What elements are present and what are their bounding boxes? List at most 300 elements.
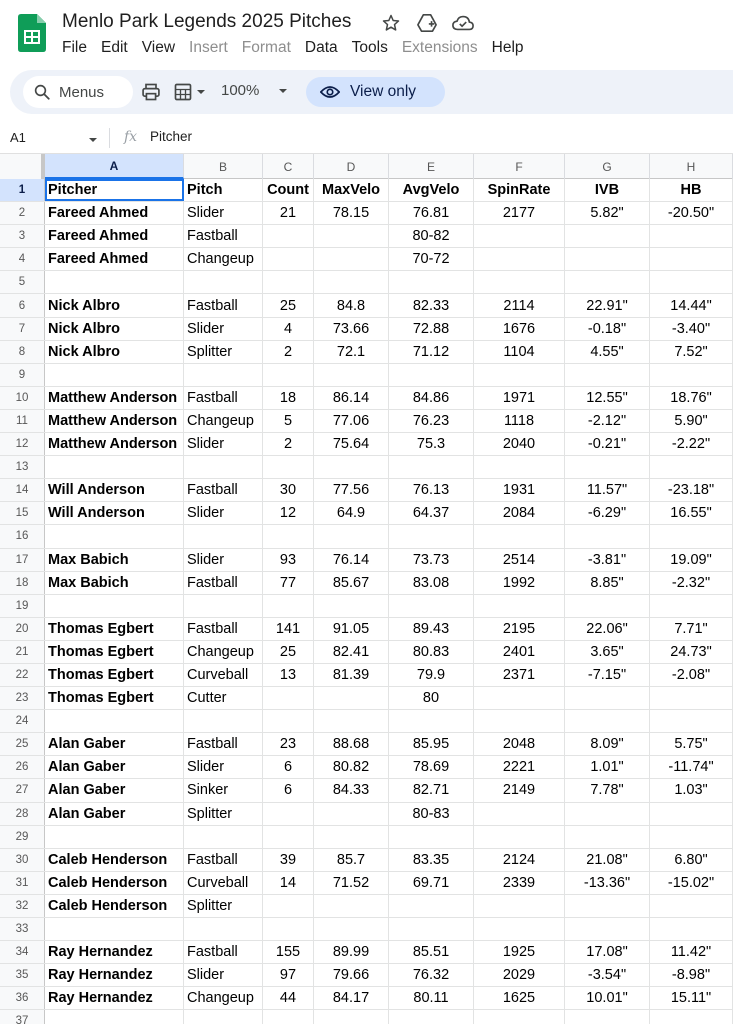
cell-hb[interactable] <box>650 225 733 247</box>
cell-pitcher[interactable]: Will Anderson <box>45 479 184 501</box>
cell-pitch[interactable]: Fastball <box>184 733 263 755</box>
cell-spinrate[interactable] <box>474 710 565 732</box>
cell-pitcher[interactable] <box>45 710 184 732</box>
cell-maxvelo[interactable] <box>314 803 389 825</box>
cell-pitch[interactable] <box>184 525 263 547</box>
row-number[interactable]: 3 <box>0 225 45 247</box>
cell-spinrate[interactable] <box>474 803 565 825</box>
column-header-g[interactable]: G <box>565 154 650 179</box>
cell-maxvelo[interactable] <box>314 687 389 709</box>
row-number[interactable]: 29 <box>0 826 45 848</box>
cell-pitch[interactable] <box>184 456 263 478</box>
cell-ivb[interactable]: 7.78" <box>565 779 650 801</box>
cell-avgvelo[interactable]: 89.43 <box>389 618 474 640</box>
cell-count[interactable] <box>263 271 314 293</box>
cell-pitch[interactable]: Fastball <box>184 941 263 963</box>
cell-avgvelo[interactable]: 76.23 <box>389 410 474 432</box>
cell-spinrate[interactable] <box>474 225 565 247</box>
column-header-b[interactable]: B <box>184 154 263 179</box>
cell-maxvelo[interactable]: 85.7 <box>314 849 389 871</box>
cell-avgvelo[interactable]: 83.08 <box>389 572 474 594</box>
cell-hb[interactable]: 14.44" <box>650 294 733 316</box>
cell-avgvelo[interactable]: AvgVelo <box>389 179 474 201</box>
cell-pitch[interactable] <box>184 710 263 732</box>
cell-pitch[interactable]: Changeup <box>184 641 263 663</box>
cell-pitch[interactable]: Cutter <box>184 687 263 709</box>
cell-count[interactable]: 77 <box>263 572 314 594</box>
row-number[interactable]: 25 <box>0 733 45 755</box>
cell-count[interactable] <box>263 364 314 386</box>
row-number[interactable]: 1 <box>0 179 45 201</box>
cell-avgvelo[interactable]: 71.12 <box>389 341 474 363</box>
cell-count[interactable] <box>263 525 314 547</box>
cell-hb[interactable]: 6.80" <box>650 849 733 871</box>
cell-pitcher[interactable]: Fareed Ahmed <box>45 225 184 247</box>
cell-count[interactable] <box>263 895 314 917</box>
cell-ivb[interactable]: -7.15" <box>565 664 650 686</box>
cell-spinrate[interactable] <box>474 525 565 547</box>
cell-spinrate[interactable] <box>474 456 565 478</box>
google-sheets-icon[interactable] <box>18 14 46 52</box>
cell-pitcher[interactable]: Max Babich <box>45 549 184 571</box>
cell-count[interactable]: 6 <box>263 779 314 801</box>
cell-spinrate[interactable]: 2401 <box>474 641 565 663</box>
cell-pitch[interactable]: Fastball <box>184 479 263 501</box>
cell-spinrate[interactable] <box>474 595 565 617</box>
cell-maxvelo[interactable]: 80.82 <box>314 756 389 778</box>
cell-ivb[interactable] <box>565 595 650 617</box>
row-number[interactable]: 34 <box>0 941 45 963</box>
cell-hb[interactable]: -11.74" <box>650 756 733 778</box>
column-header-a[interactable]: A <box>45 154 184 179</box>
cell-avgvelo[interactable] <box>389 895 474 917</box>
cell-maxvelo[interactable]: 64.9 <box>314 502 389 524</box>
cell-hb[interactable] <box>650 271 733 293</box>
cell-spinrate[interactable]: 1104 <box>474 341 565 363</box>
column-header-d[interactable]: D <box>314 154 389 179</box>
cell-ivb[interactable] <box>565 525 650 547</box>
row-number[interactable]: 15 <box>0 502 45 524</box>
cell-pitcher[interactable]: Matthew Anderson <box>45 410 184 432</box>
row-number[interactable]: 20 <box>0 618 45 640</box>
cell-maxvelo[interactable]: 81.39 <box>314 664 389 686</box>
cell-hb[interactable] <box>650 248 733 270</box>
cell-pitcher[interactable]: Matthew Anderson <box>45 387 184 409</box>
cell-maxvelo[interactable]: 71.52 <box>314 872 389 894</box>
row-number[interactable]: 17 <box>0 549 45 571</box>
cell-avgvelo[interactable]: 80 <box>389 687 474 709</box>
cell-ivb[interactable]: 10.01" <box>565 987 650 1009</box>
cell-pitch[interactable]: Slider <box>184 964 263 986</box>
cell-hb[interactable]: -3.40" <box>650 318 733 340</box>
cell-avgvelo[interactable]: 64.37 <box>389 502 474 524</box>
cell-pitcher[interactable] <box>45 525 184 547</box>
cell-pitcher[interactable] <box>45 271 184 293</box>
cell-spinrate[interactable]: 1992 <box>474 572 565 594</box>
cell-spinrate[interactable]: 2048 <box>474 733 565 755</box>
cell-avgvelo[interactable]: 84.86 <box>389 387 474 409</box>
cell-avgvelo[interactable] <box>389 826 474 848</box>
row-number[interactable]: 11 <box>0 410 45 432</box>
row-number[interactable]: 16 <box>0 525 45 547</box>
cell-count[interactable]: 23 <box>263 733 314 755</box>
cell-avgvelo[interactable]: 80.11 <box>389 987 474 1009</box>
row-number[interactable]: 33 <box>0 918 45 940</box>
cell-ivb[interactable]: -13.36" <box>565 872 650 894</box>
cell-ivb[interactable]: 4.55" <box>565 341 650 363</box>
cell-maxvelo[interactable] <box>314 895 389 917</box>
cell-hb[interactable] <box>650 525 733 547</box>
row-number[interactable]: 8 <box>0 341 45 363</box>
zoom-select[interactable]: 100% <box>221 82 260 99</box>
cell-count[interactable]: 2 <box>263 433 314 455</box>
cell-count[interactable]: 93 <box>263 549 314 571</box>
row-number[interactable]: 37 <box>0 1010 45 1024</box>
cell-ivb[interactable]: -0.18" <box>565 318 650 340</box>
cell-maxvelo[interactable]: 84.17 <box>314 987 389 1009</box>
cell-pitcher[interactable]: Alan Gaber <box>45 779 184 801</box>
cell-pitch[interactable]: Splitter <box>184 803 263 825</box>
cell-count[interactable]: 5 <box>263 410 314 432</box>
cell-maxvelo[interactable] <box>314 248 389 270</box>
cell-spinrate[interactable]: 2339 <box>474 872 565 894</box>
cell-count[interactable]: 155 <box>263 941 314 963</box>
cell-avgvelo[interactable] <box>389 1010 474 1024</box>
cell-hb[interactable] <box>650 364 733 386</box>
cell-ivb[interactable] <box>565 1010 650 1024</box>
cell-hb[interactable]: 19.09" <box>650 549 733 571</box>
cell-spinrate[interactable] <box>474 364 565 386</box>
search-menus-button[interactable] <box>23 76 133 108</box>
cell-pitcher[interactable]: Ray Hernandez <box>45 964 184 986</box>
cell-maxvelo[interactable]: 75.64 <box>314 433 389 455</box>
cell-maxvelo[interactable]: 84.8 <box>314 294 389 316</box>
row-number[interactable]: 26 <box>0 756 45 778</box>
cell-hb[interactable]: 11.42" <box>650 941 733 963</box>
cell-pitcher[interactable]: Alan Gaber <box>45 733 184 755</box>
cell-maxvelo[interactable] <box>314 364 389 386</box>
cell-avgvelo[interactable]: 79.9 <box>389 664 474 686</box>
cell-ivb[interactable]: -3.54" <box>565 964 650 986</box>
cell-ivb[interactable]: -2.12" <box>565 410 650 432</box>
row-number[interactable]: 19 <box>0 595 45 617</box>
cell-pitch[interactable]: Splitter <box>184 341 263 363</box>
cell-ivb[interactable]: -6.29" <box>565 502 650 524</box>
cell-maxvelo[interactable]: 86.14 <box>314 387 389 409</box>
view-only-button[interactable] <box>306 77 445 107</box>
row-number[interactable]: 36 <box>0 987 45 1009</box>
cell-hb[interactable]: -15.02" <box>650 872 733 894</box>
cell-avgvelo[interactable] <box>389 364 474 386</box>
cell-count[interactable]: 6 <box>263 756 314 778</box>
row-number[interactable]: 35 <box>0 964 45 986</box>
cell-pitcher[interactable] <box>45 1010 184 1024</box>
cell-ivb[interactable]: 22.06" <box>565 618 650 640</box>
cell-pitch[interactable]: Curveball <box>184 664 263 686</box>
cell-spinrate[interactable]: 1676 <box>474 318 565 340</box>
cell-maxvelo[interactable] <box>314 1010 389 1024</box>
column-header-c[interactable]: C <box>263 154 314 179</box>
cell-pitch[interactable]: Splitter <box>184 895 263 917</box>
cell-maxvelo[interactable] <box>314 595 389 617</box>
cell-spinrate[interactable]: 1625 <box>474 987 565 1009</box>
cell-avgvelo[interactable]: 73.73 <box>389 549 474 571</box>
table-view-icon[interactable] <box>173 81 206 103</box>
cell-spinrate[interactable]: 2040 <box>474 433 565 455</box>
cell-hb[interactable]: 7.52" <box>650 341 733 363</box>
row-number[interactable]: 13 <box>0 456 45 478</box>
cell-avgvelo[interactable]: 85.95 <box>389 733 474 755</box>
cell-ivb[interactable]: 8.09" <box>565 733 650 755</box>
cell-maxvelo[interactable] <box>314 456 389 478</box>
cell-maxvelo[interactable]: 82.41 <box>314 641 389 663</box>
cell-avgvelo[interactable] <box>389 918 474 940</box>
cell-hb[interactable] <box>650 803 733 825</box>
select-all-corner[interactable] <box>0 154 45 179</box>
cell-pitcher[interactable]: Ray Hernandez <box>45 941 184 963</box>
cell-pitcher[interactable] <box>45 595 184 617</box>
cell-count[interactable]: 4 <box>263 318 314 340</box>
cell-hb[interactable] <box>650 595 733 617</box>
cell-avgvelo[interactable]: 82.33 <box>389 294 474 316</box>
row-number[interactable]: 9 <box>0 364 45 386</box>
cell-pitch[interactable]: Slider <box>184 756 263 778</box>
cell-avgvelo[interactable]: 83.35 <box>389 849 474 871</box>
row-number[interactable]: 14 <box>0 479 45 501</box>
cell-pitcher[interactable]: Thomas Egbert <box>45 641 184 663</box>
cell-hb[interactable] <box>650 895 733 917</box>
cell-ivb[interactable] <box>565 225 650 247</box>
cell-pitch[interactable]: Fastball <box>184 294 263 316</box>
cell-maxvelo[interactable]: 76.14 <box>314 549 389 571</box>
cell-hb[interactable]: -2.08" <box>650 664 733 686</box>
cell-ivb[interactable] <box>565 456 650 478</box>
cell-maxvelo[interactable]: MaxVelo <box>314 179 389 201</box>
cell-pitcher[interactable]: Thomas Egbert <box>45 687 184 709</box>
cell-pitch[interactable] <box>184 595 263 617</box>
cell-count[interactable]: Count <box>263 179 314 201</box>
cell-spinrate[interactable] <box>474 271 565 293</box>
cell-avgvelo[interactable] <box>389 456 474 478</box>
cell-count[interactable] <box>263 456 314 478</box>
cell-maxvelo[interactable]: 79.66 <box>314 964 389 986</box>
row-number[interactable]: 2 <box>0 202 45 224</box>
cell-avgvelo[interactable]: 78.69 <box>389 756 474 778</box>
cell-avgvelo[interactable] <box>389 595 474 617</box>
cell-pitch[interactable]: Fastball <box>184 572 263 594</box>
cell-spinrate[interactable]: SpinRate <box>474 179 565 201</box>
cell-hb[interactable]: 5.75" <box>650 733 733 755</box>
cell-pitch[interactable]: Changeup <box>184 410 263 432</box>
menu-insert[interactable]: Insert <box>189 39 228 56</box>
cell-spinrate[interactable]: 2084 <box>474 502 565 524</box>
row-number[interactable]: 30 <box>0 849 45 871</box>
cell-maxvelo[interactable]: 77.06 <box>314 410 389 432</box>
cell-count[interactable]: 21 <box>263 202 314 224</box>
cell-maxvelo[interactable]: 77.56 <box>314 479 389 501</box>
row-number[interactable]: 27 <box>0 779 45 801</box>
cell-spinrate[interactable]: 2149 <box>474 779 565 801</box>
cell-pitcher[interactable]: Alan Gaber <box>45 756 184 778</box>
cell-hb[interactable]: -8.98" <box>650 964 733 986</box>
cell-hb[interactable]: HB <box>650 179 733 201</box>
cell-ivb[interactable]: 21.08" <box>565 849 650 871</box>
cell-pitch[interactable] <box>184 826 263 848</box>
row-number[interactable]: 23 <box>0 687 45 709</box>
menu-format[interactable]: Format <box>241 39 291 56</box>
name-box-chevron-icon[interactable] <box>88 132 98 150</box>
cell-pitch[interactable]: Slider <box>184 318 263 340</box>
cell-spinrate[interactable] <box>474 826 565 848</box>
cell-pitch[interactable] <box>184 271 263 293</box>
cell-ivb[interactable]: 1.01" <box>565 756 650 778</box>
cell-pitch[interactable] <box>184 918 263 940</box>
cell-ivb[interactable]: 8.85" <box>565 572 650 594</box>
cell-count[interactable]: 2 <box>263 341 314 363</box>
menu-file[interactable]: File <box>62 39 87 56</box>
cell-pitch[interactable]: Slider <box>184 502 263 524</box>
cell-count[interactable] <box>263 803 314 825</box>
cell-pitcher[interactable]: Ray Hernandez <box>45 987 184 1009</box>
cell-spinrate[interactable]: 1118 <box>474 410 565 432</box>
cell-pitch[interactable]: Slider <box>184 202 263 224</box>
cell-pitcher[interactable] <box>45 364 184 386</box>
cell-count[interactable] <box>263 248 314 270</box>
cell-ivb[interactable]: 3.65" <box>565 641 650 663</box>
cell-avgvelo[interactable]: 75.3 <box>389 433 474 455</box>
cell-pitch[interactable]: Fastball <box>184 849 263 871</box>
cell-avgvelo[interactable] <box>389 271 474 293</box>
cell-spinrate[interactable] <box>474 248 565 270</box>
cell-avgvelo[interactable]: 70-72 <box>389 248 474 270</box>
cell-avgvelo[interactable]: 69.71 <box>389 872 474 894</box>
cell-spinrate[interactable]: 1931 <box>474 479 565 501</box>
cell-count[interactable]: 25 <box>263 294 314 316</box>
move-to-drive-icon[interactable] <box>416 12 438 34</box>
cell-pitcher[interactable]: Will Anderson <box>45 502 184 524</box>
cell-hb[interactable] <box>650 456 733 478</box>
row-number[interactable]: 5 <box>0 271 45 293</box>
cell-maxvelo[interactable]: 73.66 <box>314 318 389 340</box>
cell-spinrate[interactable] <box>474 895 565 917</box>
cell-maxvelo[interactable] <box>314 710 389 732</box>
menu-data[interactable]: Data <box>304 39 338 56</box>
cell-avgvelo[interactable]: 80-83 <box>389 803 474 825</box>
cell-count[interactable] <box>263 1010 314 1024</box>
cell-avgvelo[interactable]: 76.13 <box>389 479 474 501</box>
cell-ivb[interactable] <box>565 271 650 293</box>
cell-hb[interactable]: 16.55" <box>650 502 733 524</box>
cell-hb[interactable]: -23.18" <box>650 479 733 501</box>
name-box[interactable]: A1 <box>10 130 26 145</box>
cell-pitcher[interactable]: Caleb Henderson <box>45 872 184 894</box>
cell-hb[interactable]: -2.32" <box>650 572 733 594</box>
cell-spinrate[interactable]: 2177 <box>474 202 565 224</box>
cell-pitcher[interactable]: Thomas Egbert <box>45 618 184 640</box>
row-number[interactable]: 28 <box>0 803 45 825</box>
cell-avgvelo[interactable]: 80.83 <box>389 641 474 663</box>
cell-maxvelo[interactable]: 89.99 <box>314 941 389 963</box>
formula-input[interactable]: Pitcher <box>150 129 193 144</box>
cell-maxvelo[interactable]: 78.15 <box>314 202 389 224</box>
cell-pitch[interactable]: Curveball <box>184 872 263 894</box>
cell-count[interactable]: 25 <box>263 641 314 663</box>
cell-maxvelo[interactable] <box>314 525 389 547</box>
cloud-saved-icon[interactable] <box>452 12 474 34</box>
cell-pitcher[interactable]: Caleb Henderson <box>45 849 184 871</box>
cell-pitch[interactable]: Sinker <box>184 779 263 801</box>
cell-pitcher[interactable]: Nick Albro <box>45 294 184 316</box>
cell-maxvelo[interactable] <box>314 271 389 293</box>
cell-pitcher[interactable]: Matthew Anderson <box>45 433 184 455</box>
cell-hb[interactable]: -20.50" <box>650 202 733 224</box>
cell-ivb[interactable] <box>565 918 650 940</box>
cell-spinrate[interactable]: 2029 <box>474 964 565 986</box>
cell-ivb[interactable] <box>565 248 650 270</box>
cell-ivb[interactable]: 22.91" <box>565 294 650 316</box>
cell-maxvelo[interactable] <box>314 918 389 940</box>
row-number[interactable]: 31 <box>0 872 45 894</box>
cell-count[interactable]: 18 <box>263 387 314 409</box>
cell-ivb[interactable]: 5.82" <box>565 202 650 224</box>
cell-spinrate[interactable] <box>474 687 565 709</box>
cell-avgvelo[interactable]: 76.81 <box>389 202 474 224</box>
cell-spinrate[interactable]: 2114 <box>474 294 565 316</box>
cell-hb[interactable]: 5.90" <box>650 410 733 432</box>
cell-pitcher[interactable]: Pitcher <box>45 179 184 201</box>
cell-pitcher[interactable]: Nick Albro <box>45 341 184 363</box>
cell-avgvelo[interactable]: 80-82 <box>389 225 474 247</box>
cell-count[interactable] <box>263 918 314 940</box>
cell-spinrate[interactable]: 2371 <box>474 664 565 686</box>
row-number[interactable]: 24 <box>0 710 45 732</box>
cell-pitch[interactable] <box>184 1010 263 1024</box>
row-number[interactable]: 32 <box>0 895 45 917</box>
cell-ivb[interactable]: -3.81" <box>565 549 650 571</box>
cell-count[interactable] <box>263 595 314 617</box>
star-icon[interactable] <box>380 12 402 34</box>
cell-count[interactable]: 13 <box>263 664 314 686</box>
cell-avgvelo[interactable]: 85.51 <box>389 941 474 963</box>
cell-count[interactable] <box>263 826 314 848</box>
cell-count[interactable]: 141 <box>263 618 314 640</box>
cell-hb[interactable] <box>650 710 733 732</box>
cell-pitch[interactable]: Pitch <box>184 179 263 201</box>
row-number[interactable]: 22 <box>0 664 45 686</box>
row-number[interactable]: 12 <box>0 433 45 455</box>
cell-ivb[interactable] <box>565 687 650 709</box>
cell-spinrate[interactable]: 1971 <box>474 387 565 409</box>
cell-pitcher[interactable] <box>45 918 184 940</box>
cell-pitcher[interactable]: Nick Albro <box>45 318 184 340</box>
cell-count[interactable] <box>263 710 314 732</box>
cell-spinrate[interactable]: 1925 <box>474 941 565 963</box>
cell-count[interactable]: 44 <box>263 987 314 1009</box>
document-title[interactable]: Menlo Park Legends 2025 Pitches <box>62 11 352 32</box>
cell-maxvelo[interactable]: 72.1 <box>314 341 389 363</box>
cell-avgvelo[interactable]: 82.71 <box>389 779 474 801</box>
row-number[interactable]: 7 <box>0 318 45 340</box>
row-number[interactable]: 4 <box>0 248 45 270</box>
cell-spinrate[interactable]: 2124 <box>474 849 565 871</box>
row-number[interactable]: 18 <box>0 572 45 594</box>
row-number[interactable]: 21 <box>0 641 45 663</box>
cell-pitch[interactable]: Fastball <box>184 387 263 409</box>
cell-hb[interactable]: 7.71" <box>650 618 733 640</box>
column-header-h[interactable]: H <box>650 154 733 179</box>
cell-ivb[interactable]: 11.57" <box>565 479 650 501</box>
cell-spinrate[interactable]: 2514 <box>474 549 565 571</box>
